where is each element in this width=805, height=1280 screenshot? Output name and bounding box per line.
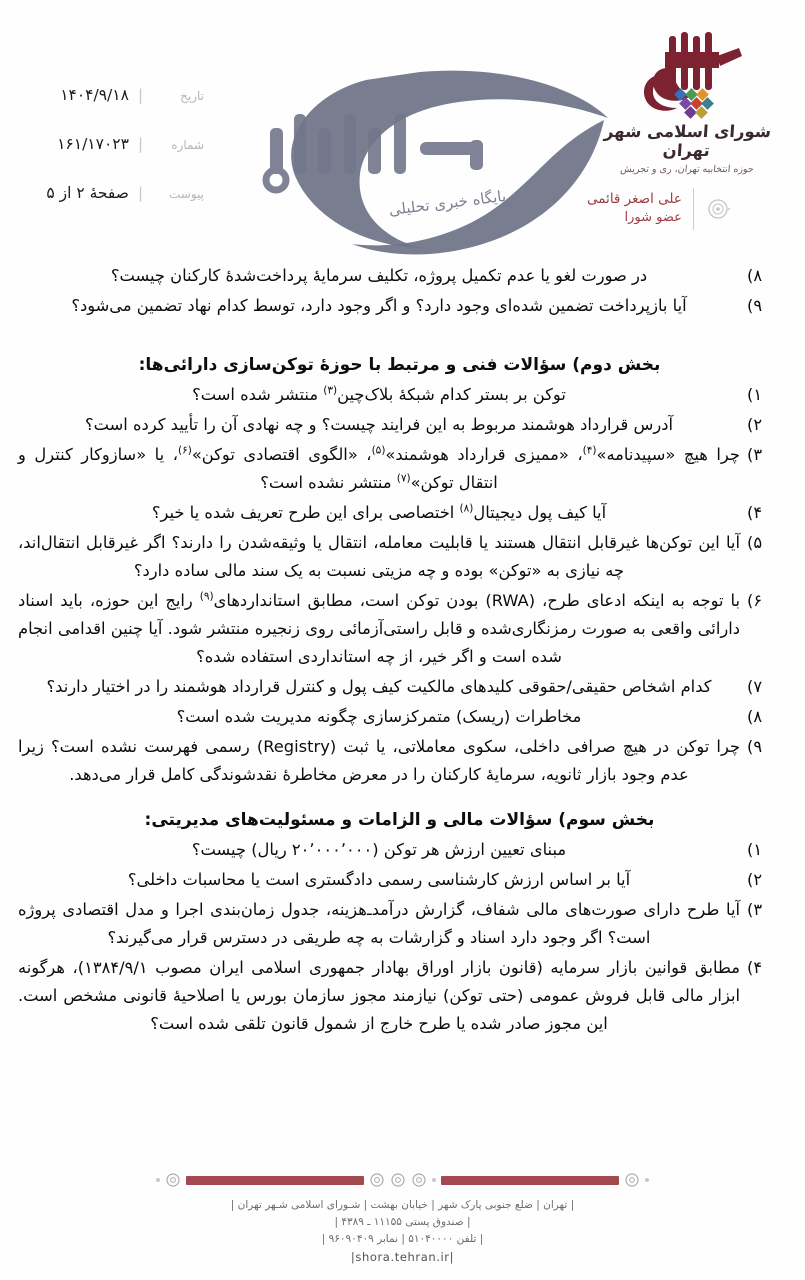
- question-text: مبنای تعیین ارزش هر توکن (۲۰٬۰۰۰٬۰۰۰ ریال) چیست؟: [191, 840, 567, 860]
- list-item: [18, 673, 781, 701]
- document-content: [0, 262, 805, 1038]
- question-text: مطابق قوانین بازار سرمایه (قانون بازار اوراق بهادار جمهوری اسلامی ایران مصوب ۱۳۸۴/۹/۱)، هرگونه ابزار مالی قابل فروش عمومی (حتی توکن) نیازمند مجوز سازمان بورس یا اصلاحیهٔ قانونی مشخص است. این مجوز صادر شده یا طرح خارج از شمول قانون تلقی شده است؟: [18, 958, 741, 1034]
- question-number: ۴): [747, 958, 763, 978]
- council-logo-block: [587, 22, 787, 230]
- spacer: [18, 322, 781, 334]
- question-text: آیا بازپرداخت تضمین شده‌ای وجود دارد؟ و اگر وجود دارد، توسط کدام نهاد تضمین می‌شود؟: [71, 296, 687, 316]
- rosette-icon: [165, 1172, 181, 1188]
- question-number: ۱): [747, 385, 763, 405]
- rosette-icon: [411, 1172, 427, 1188]
- question-text: توکن بر بستر کدام شبکهٔ بلاک‌چین$^{(۳)}$ منتشر شده است؟: [192, 384, 566, 405]
- document-footer: [0, 1172, 805, 1264]
- list-item: [18, 896, 781, 952]
- question-text: کدام اشخاص حقیقی/حقوقی کلیدهای مالکیت کیف پول و کنترل قرارداد هوشمند را در اختیار دارند؟: [46, 677, 712, 697]
- ornament-bar: [186, 1176, 364, 1185]
- list-item: [18, 866, 781, 894]
- question-number: ۱): [747, 840, 763, 860]
- rosette-icon: [624, 1172, 640, 1188]
- rosette-icon: [705, 196, 731, 222]
- latin-term: (Registry): [256, 737, 337, 757]
- date-value: ۱۴۰۴/۹/۱۸: [60, 86, 129, 104]
- question-number: ۳): [747, 900, 763, 920]
- council-emblem: [587, 22, 787, 120]
- list-item: [18, 587, 781, 671]
- question-number: ۵): [747, 533, 763, 553]
- list-item: [18, 441, 781, 497]
- metadata-separator: |: [137, 135, 143, 153]
- metadata-separator: |: [137, 184, 143, 202]
- question-text: چرا توکن در هیچ صرافی داخلی، سکوی معاملاتی، یا ثبت (Registry) رسمی فهرست نشده است؟ زیرا عدم وجود بازار ثانویه، سرمایهٔ کارکنان را در معرض مخاطرهٔ نقدشوندگی کامل قرار می‌دهد.: [18, 737, 741, 785]
- rosette-icon: [369, 1172, 385, 1188]
- ornament-dot: [432, 1178, 436, 1182]
- question-number: ۶): [747, 591, 763, 611]
- metadata-row-date: [14, 86, 204, 104]
- ornament-dot: [645, 1178, 649, 1182]
- question-text: با توجه به اینکه ادعای طرح، (RWA) بودن توکن است، مطابق استانداردهای$^{(۹)}$ رایج این حوزه، باید اسناد دارائی واقعی به صورت رمزنگاری‌شده و قابل راستی‌آزمائی روی زنجیره منتشر شود. آیا چنین اقدامی انجام شده است و اگر خیر، از چه استانداردی استفاده شده؟: [18, 590, 740, 667]
- metadata-row-attachment: [14, 184, 204, 202]
- list-item: [18, 703, 781, 731]
- member-role: عضو شورا: [624, 210, 682, 226]
- question-text: آیا این توکن‌ها غیرقابل انتقال هستند یا قابلیت معامله، انتقال یا وثیقه‌شدن را دارند؟ اگر غیرقابل انتقال‌اند، چه نیازی به «توکن» بوده و چه مزیتی نسبت به یک سند مالی ساده دارد؟: [18, 533, 740, 581]
- council-name: شورای اسلامی شهر تهران: [603, 122, 772, 160]
- section-three-title: بخش سوم) سؤالات مالی و الزامات و مسئولیت‌های مدیریتی:: [144, 810, 655, 831]
- list-item: [18, 733, 781, 789]
- metadata-separator: |: [137, 86, 143, 104]
- list-item: [18, 262, 781, 290]
- list-item: [18, 499, 781, 527]
- question-number: ۷): [747, 677, 763, 697]
- question-number: ۲): [747, 870, 763, 890]
- footnote-marker: (۵): [371, 444, 386, 457]
- emblem-mosaic-icon: [674, 88, 714, 119]
- question-text: در صورت لغو یا عدم تکمیل پروژه، تکلیف سرمایهٔ پرداخت‌شدهٔ کارکنان چیست؟: [110, 266, 648, 285]
- attachment-label: پیوست: [169, 187, 204, 201]
- footnote-marker: (۶): [177, 444, 192, 457]
- list-item: [18, 529, 781, 585]
- rosette-icon: [390, 1172, 406, 1188]
- footnote-marker: (۴): [582, 444, 597, 457]
- question-text: آیا طرح دارای صورت‌های مالی شفاف، گزارش درآمد‌ـ‌هزینه، جدول زمان‌بندی اجرا و مدل اقتصادی پروژه است؟ اگر وجود دارد اسناد و گزارشات به چه طریقی در دسترس قرار می‌گیرند؟: [18, 900, 740, 948]
- watermark-subtitle-text: پایگاه خبری تحلیلی: [387, 186, 507, 220]
- question-text: چرا هیچ «سپیدنامه»$^{(۴)}$، «ممیزی قرارداد هوشمند»$^{(۵)}$، «الگوی اقتصادی توکن»$^{(۶)}$، یا «سازوکار کنترل و انتقال توکن»$^{(۷)}$ منتشر نشده است؟: [18, 444, 740, 493]
- question-text: آیا کیف پول دیجیتال$^{(۸)}$ اختصاصی برای این طرح تعریف شده یا خیر؟: [151, 502, 607, 523]
- footnote-marker: (۷): [396, 472, 411, 485]
- number-label: شماره: [171, 138, 204, 152]
- footer-ornament: [0, 1172, 805, 1188]
- question-text: مخاطرات (ریسک) متمرکزسازی چگونه مدیریت شده است؟: [176, 707, 582, 727]
- footer-website[interactable]: |shora.tehran.ir|: [350, 1250, 455, 1264]
- question-number: ۹): [747, 737, 763, 757]
- question-number: ۳): [747, 445, 763, 465]
- footnote-marker: (۳): [323, 384, 338, 397]
- list-item: [18, 411, 781, 439]
- list-item: [18, 836, 781, 864]
- list-item: [18, 381, 781, 409]
- document-header: [0, 0, 805, 262]
- footnote-marker: (۹): [199, 590, 214, 603]
- top-question-list: [18, 262, 781, 320]
- section-two-question-list: [18, 381, 781, 789]
- question-text: آدرس قرارداد هوشمند مربوط به این فرایند چیست؟ و چه نهادی آن را تأیید کرده است؟: [85, 415, 673, 435]
- list-item: [18, 292, 781, 320]
- question-number: ۴): [747, 503, 763, 523]
- latin-term: (RWA): [485, 591, 536, 611]
- question-text: آیا بر اساس ارزش کارشناسی رسمی دادگستری است یا محاسبات داخلی؟: [127, 870, 631, 890]
- member-name-group: [587, 190, 682, 228]
- question-number: ۸): [747, 707, 763, 727]
- footer-postbox: | صندوق پستی ۱۱۱۵۵ ـ ۴۳۸۹ |: [334, 1216, 471, 1228]
- question-number: ۲): [747, 415, 763, 435]
- watermark-didban-iran: [252, 58, 614, 263]
- section-three-question-list: [18, 836, 781, 1038]
- member-name: علی اصغر قائمی: [587, 190, 682, 207]
- attachment-value: صفحهٔ ۲ از ۵: [46, 184, 129, 202]
- footer-phones: | تلفن ۵۱۰۴۰۰۰۰ | نمابر ۹۶۰۹۰۴۰۹ |: [321, 1233, 484, 1245]
- member-identity: [587, 188, 787, 230]
- list-item: [18, 954, 781, 1038]
- footer-address: | تهران | ضلع جنوبی پارک شهر | خیابان بهشت | شـورای اسلامی شـهر تهران |: [230, 1199, 575, 1211]
- ornament-dot: [156, 1178, 160, 1182]
- number-value: ۱۶۱/۱۷۰۲۳: [57, 135, 129, 153]
- section-two-title: بخش دوم) سؤالات فنی و مرتبط با حوزهٔ توکن‌سازی دارائی‌ها:: [138, 355, 661, 376]
- ornament-bar: [441, 1176, 619, 1185]
- vertical-divider: [693, 188, 694, 230]
- metadata-row-number: [14, 135, 204, 153]
- header-metadata: [14, 86, 204, 233]
- question-number: ۸): [747, 266, 763, 285]
- question-number: ۹): [747, 296, 763, 316]
- date-label: تاریخ: [180, 89, 204, 103]
- footnote-marker: (۸): [459, 502, 474, 515]
- council-subtitle: حوزه انتخابیه تهران، ری و تجریش: [619, 164, 755, 175]
